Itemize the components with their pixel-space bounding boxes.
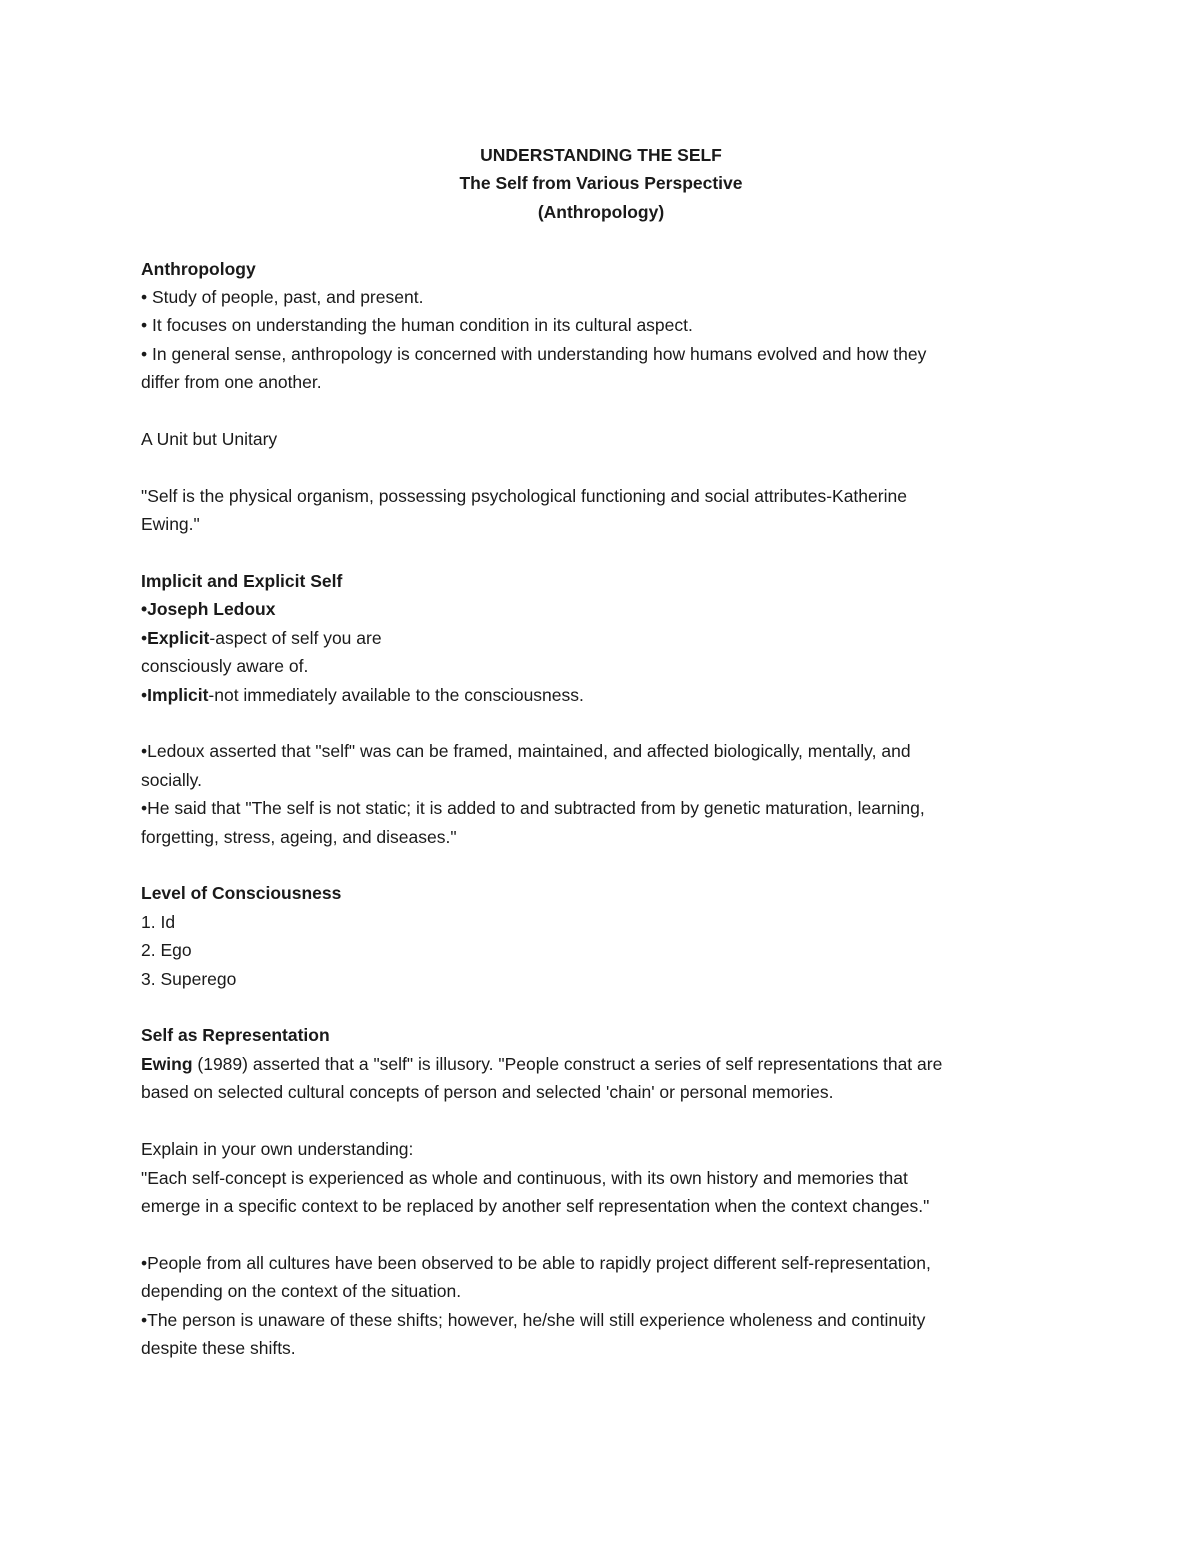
document-subtitle: The Self from Various Perspective xyxy=(459,173,743,194)
implicit-term: Implicit xyxy=(147,684,209,705)
ewing-assertion-text: (1989) asserted that a "self" is illusory. "People construct a series of self representations that are xyxy=(192,1053,943,1074)
explain-label: Explain in your own understanding: xyxy=(141,1139,414,1160)
document-body xyxy=(141,141,1061,1362)
document-subject: (Anthropology) xyxy=(537,201,665,222)
spacer xyxy=(141,453,1061,481)
anthropology-heading: Anthropology xyxy=(141,258,256,279)
explain-quote-cont: emerge in a specific context to be replaced by another self representation when the context changes." xyxy=(141,1195,930,1216)
spacer xyxy=(141,1107,1061,1135)
spacer xyxy=(141,851,1061,879)
ewing-term: Ewing xyxy=(141,1053,193,1074)
implicit-text: -not immediately available to the consciousness. xyxy=(208,684,584,705)
ledoux-quote: •He said that "The self is not static; it is added to and subtracted from by genetic maturation, learning, xyxy=(141,798,925,819)
consciousness-item: 2. Ego xyxy=(141,940,192,961)
ledoux-quote-cont: forgetting, stress, ageing, and diseases." xyxy=(141,826,457,847)
representation-bullet: •People from all cultures have been observed to be able to rapidly project different self-representation, xyxy=(141,1252,931,1273)
spacer xyxy=(141,993,1061,1021)
implicit-definition xyxy=(141,681,1061,709)
anthropology-bullet: • In general sense, anthropology is concerned with understanding how humans evolved and how they xyxy=(141,343,927,364)
explicit-term: Explicit xyxy=(147,627,210,648)
representation-bullet: •The person is unaware of these shifts; however, he/she will still experience wholeness and continuity xyxy=(141,1309,926,1330)
consciousness-item: 3. Superego xyxy=(141,968,237,989)
anthropology-bullet: • Study of people, past, and present. xyxy=(141,287,424,308)
spacer xyxy=(141,226,1061,254)
ledoux-assertion: •Ledoux asserted that "self" was can be framed, maintained, and affected biologically, mentally, and xyxy=(141,741,911,762)
representation-heading: Self as Representation xyxy=(141,1025,330,1046)
ledoux-assertion-cont: socially. xyxy=(141,769,202,790)
bullet-glyph: • xyxy=(141,684,148,705)
explicit-text: -aspect of self you are xyxy=(209,627,382,648)
spacer xyxy=(141,539,1061,567)
representation-bullet-cont: depending on the context of the situation. xyxy=(141,1281,462,1302)
spacer xyxy=(141,1220,1061,1248)
spacer xyxy=(141,709,1061,737)
bullet-glyph: • xyxy=(141,627,148,648)
anthropology-bullet-cont: differ from one another. xyxy=(141,372,322,393)
consciousness-item: 1. Id xyxy=(141,911,176,932)
explicit-definition-cont: consciously aware of. xyxy=(141,656,309,677)
ledoux-author: •Joseph Ledoux xyxy=(141,599,276,620)
representation-bullet-cont: despite these shifts. xyxy=(141,1337,296,1358)
anthropology-bullet: • It focuses on understanding the human condition in its cultural aspect. xyxy=(141,315,693,336)
ewing-assertion xyxy=(141,1050,1061,1078)
ewing-quote: "Self is the physical organism, possessing psychological functioning and social attributes-Katherine xyxy=(141,485,907,506)
document-title: UNDERSTANDING THE SELF xyxy=(480,145,722,165)
spacer xyxy=(141,397,1061,425)
implicit-explicit-heading: Implicit and Explicit Self xyxy=(141,571,343,592)
ewing-assertion-cont: based on selected cultural concepts of person and selected 'chain' or personal memories. xyxy=(141,1082,834,1103)
explain-quote: "Each self-concept is experienced as whole and continuous, with its own history and memories that xyxy=(141,1167,908,1188)
explicit-definition xyxy=(141,624,1061,652)
unit-heading: A Unit but Unitary xyxy=(141,429,278,450)
consciousness-heading: Level of Consciousness xyxy=(141,883,342,904)
ewing-quote-cont: Ewing." xyxy=(141,514,200,535)
